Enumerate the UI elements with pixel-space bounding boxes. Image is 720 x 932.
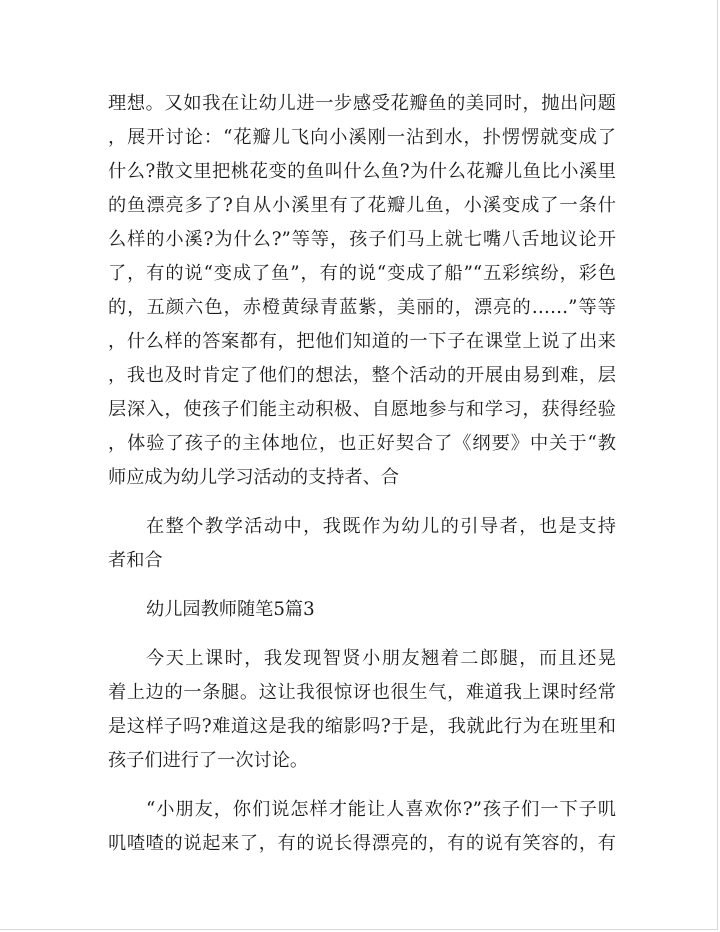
text-line: 什么?散文里把桃花变的鱼叫什么鱼?为什么花瓣儿鱼比小溪里 (108, 161, 616, 182)
document-body (108, 87, 616, 861)
text-line: 是这样子吗?难道这是我的缩影吗?于是，我就此行为在班里和 (108, 716, 616, 737)
text-line: 着上边的一条腿。这让我很惊讶也很生气，难道我上课时经常 (108, 682, 616, 703)
text-line: 者和合 (108, 550, 163, 571)
text-line: 今天上课时，我发现智贤小朋友翘着二郎腿，而且还晃 (146, 648, 616, 669)
text-line: 了，有的说“变成了鱼”，有的说“变成了船”“五彩缤纷，彩色 (108, 263, 616, 284)
paragraph-3 (108, 642, 616, 778)
text-line: 师应成为幼儿学习活动的支持者、合 (108, 467, 400, 488)
heading-text: 幼儿园教师随笔5篇3 (146, 599, 315, 620)
text-line: 在整个教学活动中，我既作为幼儿的引导者，也是支持 (146, 516, 616, 537)
text-line: 的鱼漂亮多了?自从小溪里有了花瓣儿鱼，小溪变成了一条什 (108, 195, 616, 216)
section-heading (108, 593, 616, 627)
text-line: ，展开讨论：“花瓣儿飞向小溪刚一沾到水，扑愣愣就变成了 (108, 127, 616, 148)
text-line: “小朋友，你们说怎样才能让人喜欢你?”孩子们一下子叽 (146, 799, 616, 820)
text-line: 理想。又如我在让幼儿进一步感受花瓣鱼的美同时，抛出问题 (108, 93, 616, 114)
paragraph-1 (108, 87, 616, 495)
paragraph-4 (108, 793, 616, 861)
text-line: 层深入，使孩子们能主动积极、自愿地参与和学习，获得经验 (108, 399, 616, 420)
text-line: ，体验了孩子的主体地位，也正好契合了《纲要》中关于“教 (108, 433, 616, 454)
text-line: 孩子们进行了一次讨论。 (108, 750, 309, 771)
text-line: ，什么样的答案都有，把他们知道的一下子在课堂上说了出来 (108, 331, 616, 352)
paragraph-2 (108, 510, 616, 578)
text-line: 么样的小溪?为什么?”等等，孩子们马上就七嘴八舌地议论开 (108, 229, 616, 250)
text-line: 叽喳喳的说起来了，有的说长得漂亮的，有的说有笑容的，有 (108, 833, 616, 854)
text-line: 的，五颜六色，赤橙黄绿青蓝紫，美丽的，漂亮的……”等等 (108, 297, 616, 318)
text-line: ，我也及时肯定了他们的想法，整个活动的开展由易到难，层 (108, 365, 616, 386)
